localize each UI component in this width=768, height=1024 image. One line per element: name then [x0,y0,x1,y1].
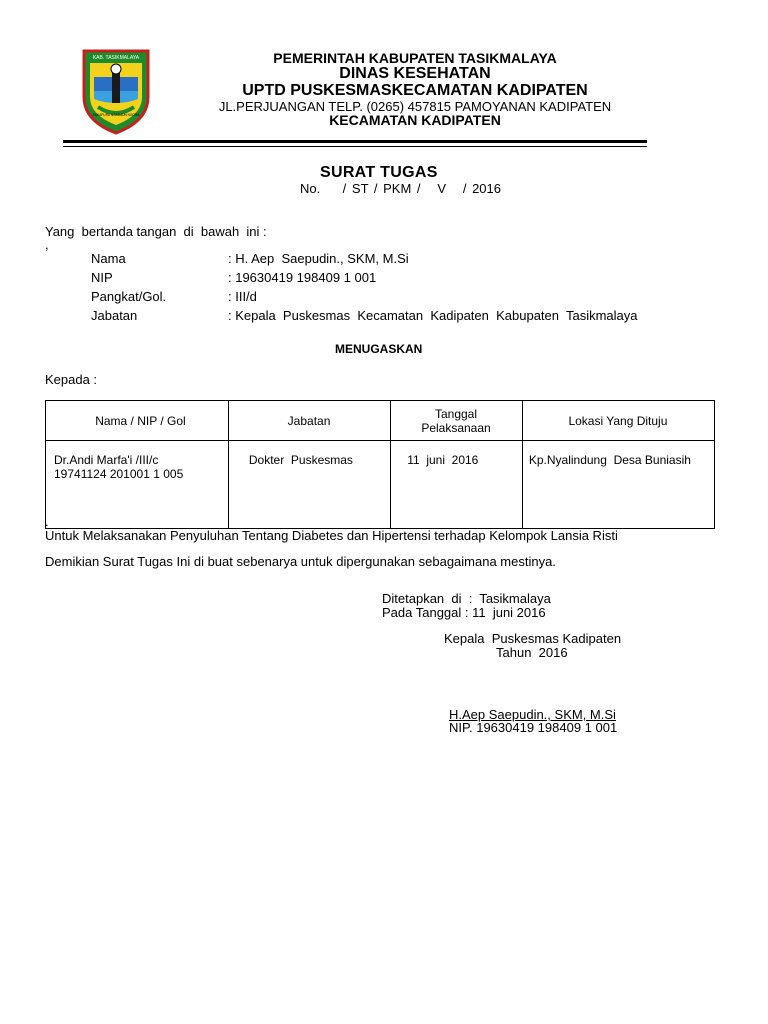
header-date: Tanggal Pelaksanaan [391,401,523,441]
signer-nip-value: : 19630419 198409 1 001 [228,270,377,285]
signer-rank-value: : III/d [228,289,257,304]
cell-position: Dokter Puskesmas [228,441,390,529]
letterhead-department: DINAS KESEHATAN [339,65,491,82]
signature-year: Tahun 2016 [496,645,568,660]
letterhead-government: PEMERINTAH KABUPATEN TASIKMALAYA [273,50,557,66]
cell-location: Kp.Nyalindung Desa Buniasih [522,441,714,529]
signer-name-value: : H. Aep Saepudin., SKM, M.Si [228,251,409,266]
recipient-label: Kepada : [45,372,98,387]
signer-nip-label: NIP [91,270,113,285]
signer-position-label: Jabatan [91,308,138,323]
signer-name-label: Nama [91,251,126,266]
signature-nip: NIP. 19630419 198409 1 001 [449,720,618,735]
letterhead-divider-thin [63,146,647,147]
letterhead-district: KECAMATAN KADIPATEN [329,112,501,128]
assignee-nip: 19741124 201001 1 005 [54,467,184,481]
cell-date: 11 juni 2016 [391,441,523,529]
assignee-name-rank: Dr.Andi Marfa'i /III/c [54,453,159,467]
logo-top-text: KAB. TASIKMALAYA [92,55,140,61]
signature-title: Kepala Puskesmas Kadipaten [444,631,622,646]
intro-mark: , [45,237,49,252]
cell-name-nip-gol [46,441,229,529]
letterhead-divider-thick [63,140,647,143]
letterhead-unit: UPTD PUSKESMASKECAMATAN KADIPATEN [242,82,588,99]
assignment-heading: MENUGASKAN [335,342,423,356]
signature-place: Ditetapkan di : Tasikmalaya [382,591,551,606]
document-number: No. / ST / PKM / V / 2016 [300,181,501,196]
signer-rank-label: Pangkat/Gol. [91,289,167,304]
signer-position-value: : Kepala Puskesmas Kecamatan Kadipaten Kabupaten Tasikmalaya [228,308,638,323]
header-location: Lokasi Yang Dituju [522,401,714,441]
header-name-nip-gol: Nama / NIP / Gol [46,401,229,441]
signature-name: H.Aep Saepudin., SKM, M.Si [449,707,616,722]
logo-bottom-text: SUKAPURA NGADAUN NGORA [92,113,140,117]
closing-text: Demikian Surat Tugas Ini di buat sebenarya untuk dipergunakan sebagaimana mestinya. [45,554,556,569]
assignment-table [45,400,715,529]
letterhead-address: JL.PERJUANGAN TELP. (0265) 457815 PAMOYANAN KADIPATEN [218,99,612,114]
header-position: Jabatan [228,401,390,441]
document-title: SURAT TUGAS [320,164,438,181]
dot-mark: . [45,514,49,529]
purpose-text: Untuk Melaksanakan Penyuluhan Tentang Diabetes dan Hipertensi terhadap Kelompok Lansia Risti [45,528,618,543]
table-header-row [46,401,715,441]
table-row [46,441,715,529]
intro-text: Yang bertanda tangan di bawah ini : [45,224,267,239]
signature-date: Pada Tanggal : 11 juni 2016 [382,605,546,620]
regency-logo [78,47,154,135]
